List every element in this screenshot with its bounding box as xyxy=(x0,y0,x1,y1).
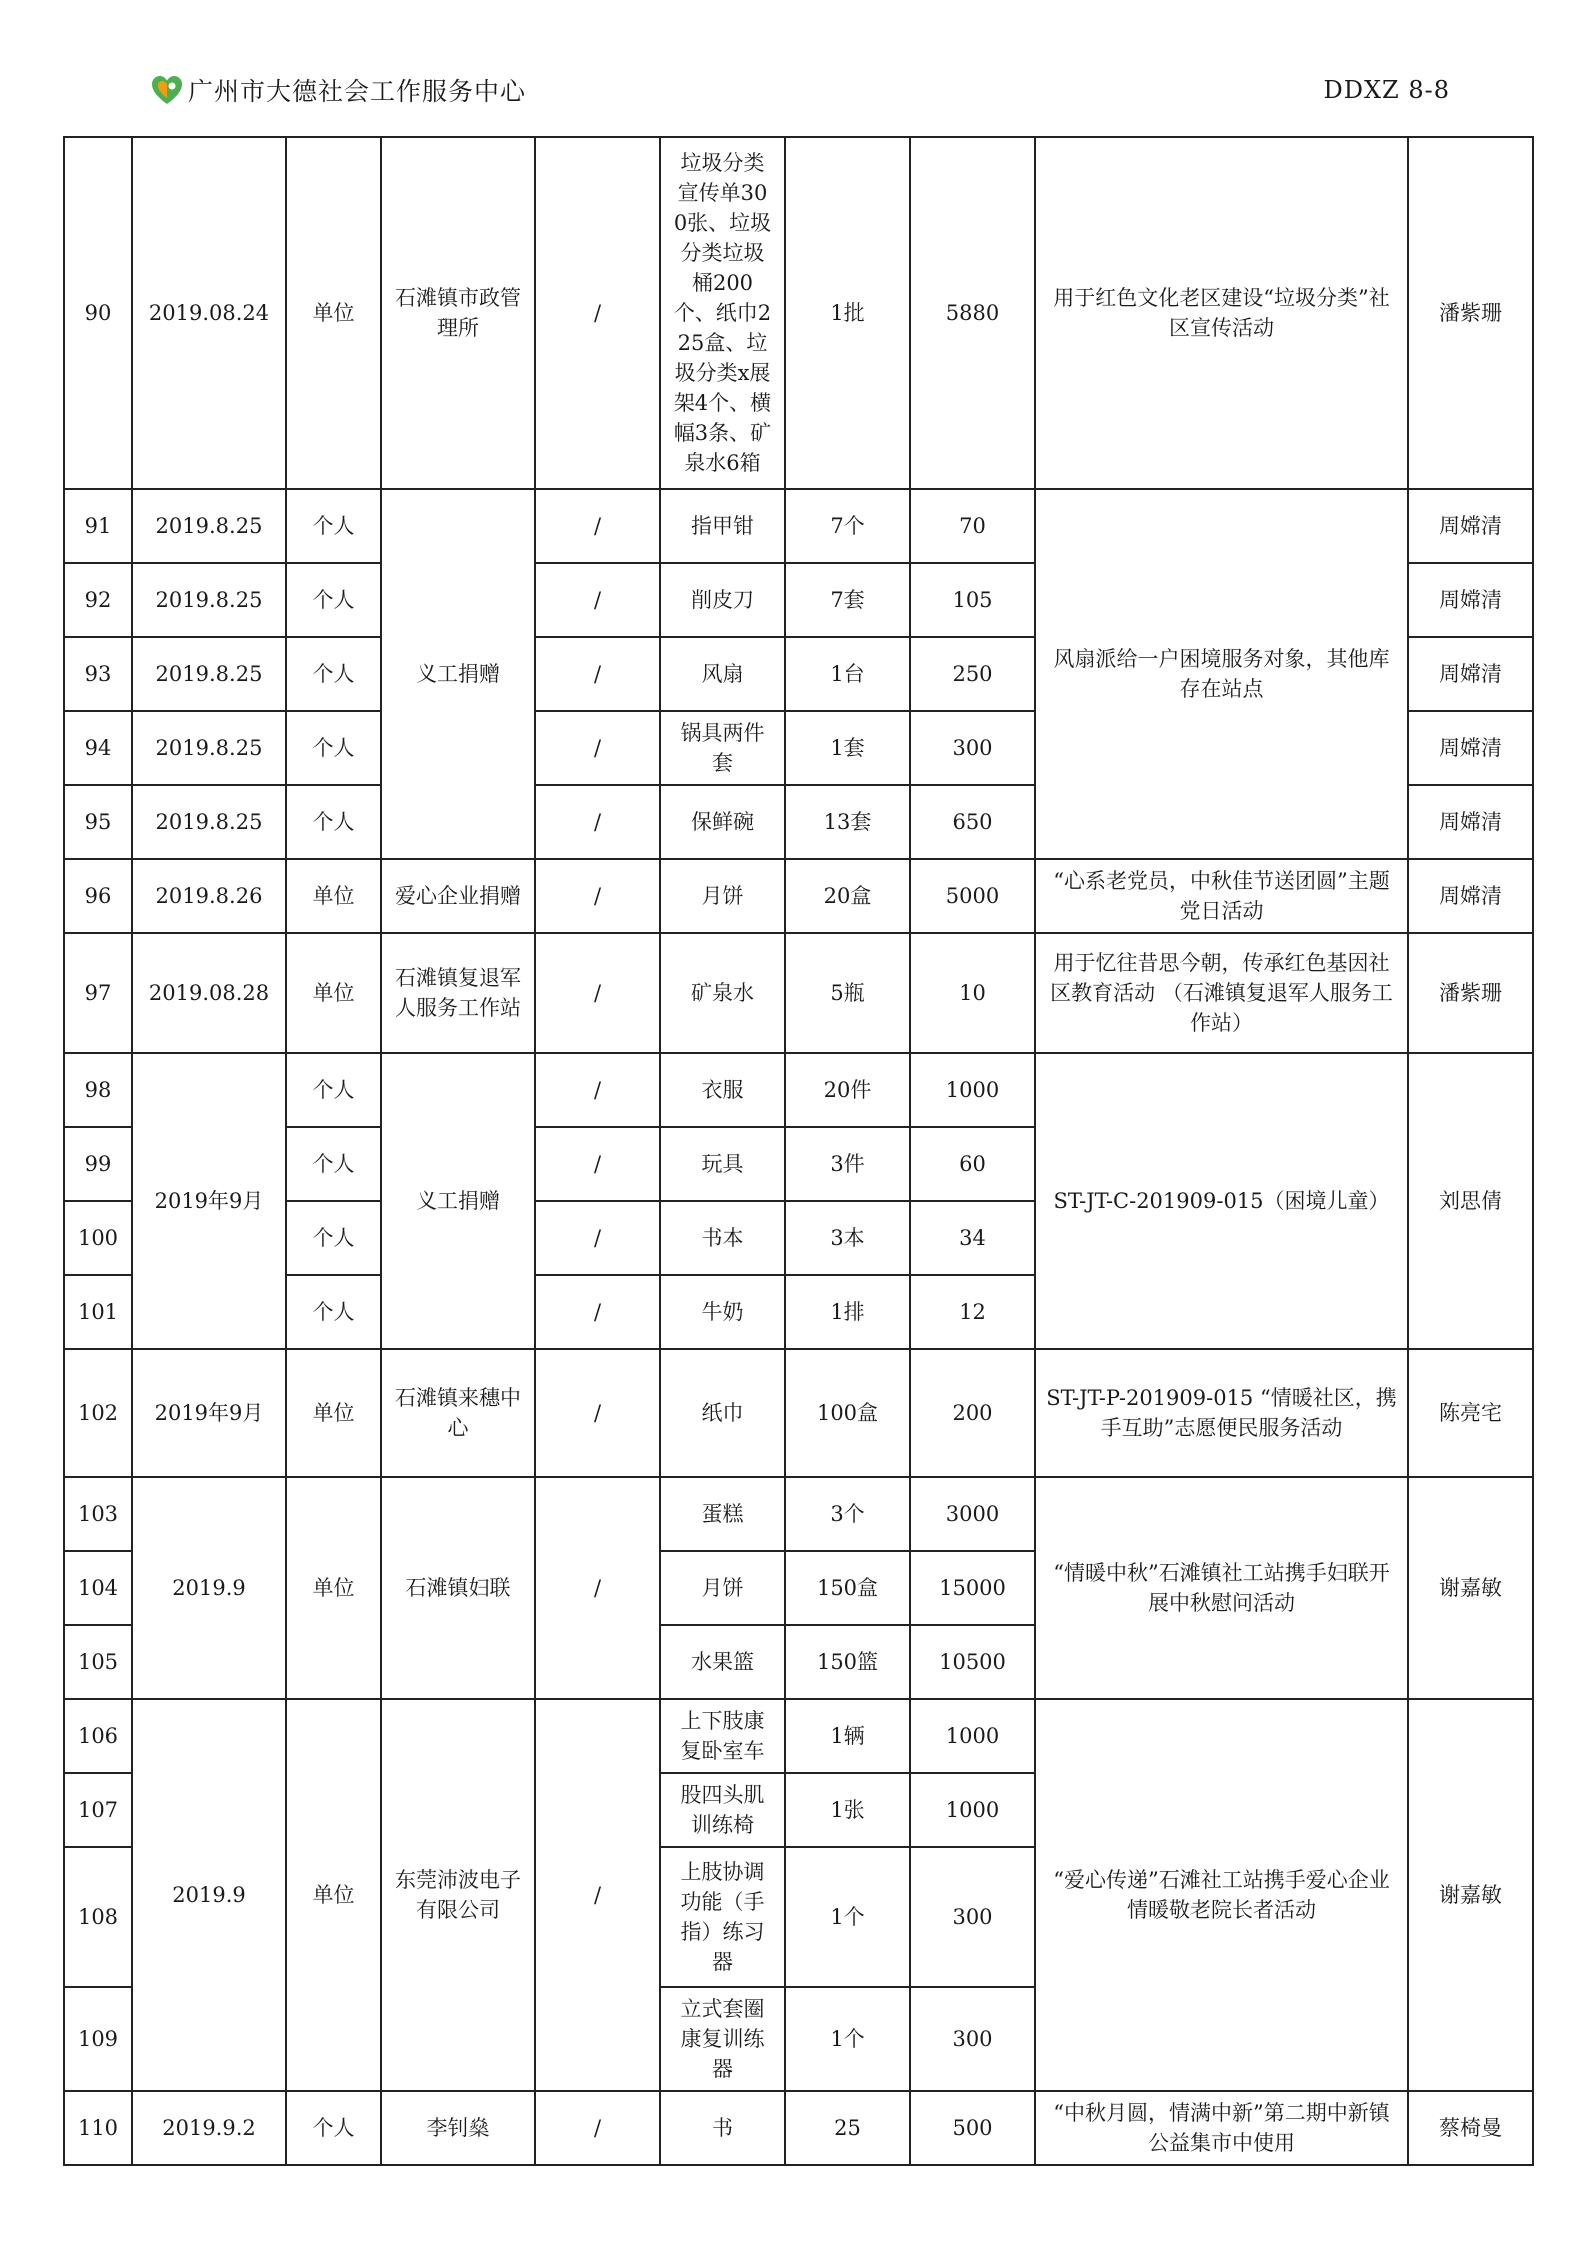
quantity: 1张 xyxy=(785,1773,910,1847)
handler: 周嫦清 xyxy=(1408,637,1533,711)
donated-item: 纸巾 xyxy=(660,1349,785,1477)
donation-date: 2019.8.25 xyxy=(132,785,286,859)
slash-cell: / xyxy=(535,1275,660,1349)
row-number: 94 xyxy=(64,711,132,785)
slash-cell: / xyxy=(535,1127,660,1201)
slash-cell: / xyxy=(535,1477,660,1699)
donor-type: 单位 xyxy=(286,1477,381,1699)
donor-type: 个人 xyxy=(286,785,381,859)
purpose: “心系老党员，中秋佳节送团圆”主题党日活动 xyxy=(1035,859,1408,933)
quantity: 25 xyxy=(785,2091,910,2165)
quantity: 100盒 xyxy=(785,1349,910,1477)
handler: 周嫦清 xyxy=(1408,711,1533,785)
donated-item: 削皮刀 xyxy=(660,563,785,637)
handler: 周嫦清 xyxy=(1408,563,1533,637)
donor-type: 个人 xyxy=(286,1127,381,1201)
value: 15000 xyxy=(910,1551,1035,1625)
slash-cell: / xyxy=(535,859,660,933)
value: 650 xyxy=(910,785,1035,859)
row-number: 90 xyxy=(64,137,132,489)
donated-item: 矿泉水 xyxy=(660,933,785,1053)
donated-item: 锅具两件套 xyxy=(660,711,785,785)
slash-cell: / xyxy=(535,489,660,563)
value: 300 xyxy=(910,1847,1035,1987)
row-number: 110 xyxy=(64,2091,132,2165)
donated-item: 书本 xyxy=(660,1201,785,1275)
quantity: 1台 xyxy=(785,637,910,711)
donated-item: 水果篮 xyxy=(660,1625,785,1699)
donor-type: 个人 xyxy=(286,1201,381,1275)
slash-cell: / xyxy=(535,563,660,637)
donation-date: 2019.08.28 xyxy=(132,933,286,1053)
slash-cell: / xyxy=(535,1053,660,1127)
donation-ledger-table xyxy=(63,136,1534,2166)
row-number: 92 xyxy=(64,563,132,637)
value: 1000 xyxy=(910,1699,1035,1773)
slash-cell: / xyxy=(535,1699,660,2091)
quantity: 3件 xyxy=(785,1127,910,1201)
donor-type: 单位 xyxy=(286,137,381,489)
table-row xyxy=(64,137,1533,489)
value: 1000 xyxy=(910,1053,1035,1127)
handler: 谢嘉敏 xyxy=(1408,1477,1533,1699)
quantity: 1辆 xyxy=(785,1699,910,1773)
quantity: 1个 xyxy=(785,1847,910,1987)
value: 70 xyxy=(910,489,1035,563)
donation-date: 2019年9月 xyxy=(132,1349,286,1477)
table-row xyxy=(64,1699,1533,1773)
handler: 陈亮宅 xyxy=(1408,1349,1533,1477)
organization-name: 广州市大德社会工作服务中心 xyxy=(188,77,527,106)
donated-item: 书 xyxy=(660,2091,785,2165)
donated-item: 月饼 xyxy=(660,859,785,933)
value: 12 xyxy=(910,1275,1035,1349)
purpose: “情暖中秋”石滩镇社工站携手妇联开展中秋慰问活动 xyxy=(1035,1477,1408,1699)
donated-item: 立式套圈康复训练器 xyxy=(660,1987,785,2091)
donated-item: 风扇 xyxy=(660,637,785,711)
handler: 周嫦清 xyxy=(1408,859,1533,933)
value: 500 xyxy=(910,2091,1035,2165)
value: 10500 xyxy=(910,1625,1035,1699)
page-header xyxy=(150,72,1450,112)
donor-name: 爱心企业捐赠 xyxy=(381,859,535,933)
table-row xyxy=(64,1477,1533,1551)
donor-type: 单位 xyxy=(286,859,381,933)
handler: 刘思倩 xyxy=(1408,1053,1533,1349)
donor-type: 个人 xyxy=(286,637,381,711)
purpose: “爱心传递”石滩社工站携手爱心企业情暖敬老院长者活动 xyxy=(1035,1699,1408,2091)
donation-date: 2019年9月 xyxy=(132,1053,286,1349)
quantity: 1排 xyxy=(785,1275,910,1349)
row-number: 99 xyxy=(64,1127,132,1201)
donated-item: 垃圾分类宣传单300张、垃圾分类垃圾桶200个、纸巾225盒、垃圾分类x展架4个、横幅3条、矿泉水6箱 xyxy=(660,137,785,489)
row-number: 93 xyxy=(64,637,132,711)
value: 5000 xyxy=(910,859,1035,933)
organization xyxy=(150,72,526,108)
row-number: 98 xyxy=(64,1053,132,1127)
handler: 周嫦清 xyxy=(1408,489,1533,563)
value: 60 xyxy=(910,1127,1035,1201)
donor-type: 个人 xyxy=(286,489,381,563)
donated-item: 指甲钳 xyxy=(660,489,785,563)
donated-item: 牛奶 xyxy=(660,1275,785,1349)
handler: 周嫦清 xyxy=(1408,785,1533,859)
donor-type: 个人 xyxy=(286,2091,381,2165)
donated-item: 上下肢康复卧室车 xyxy=(660,1699,785,1773)
quantity: 20件 xyxy=(785,1053,910,1127)
donor-name: 义工捐赠 xyxy=(381,1053,535,1349)
value: 1000 xyxy=(910,1773,1035,1847)
table-row xyxy=(64,1349,1533,1477)
value: 10 xyxy=(910,933,1035,1053)
slash-cell: / xyxy=(535,2091,660,2165)
handler: 谢嘉敏 xyxy=(1408,1699,1533,2091)
purpose: 用于红色文化老区建设“垃圾分类”社区宣传活动 xyxy=(1035,137,1408,489)
donation-date: 2019.8.26 xyxy=(132,859,286,933)
donated-item: 股四头肌训练椅 xyxy=(660,1773,785,1847)
quantity: 1个 xyxy=(785,1987,910,2091)
value: 200 xyxy=(910,1349,1035,1477)
row-number: 102 xyxy=(64,1349,132,1477)
donated-item: 衣服 xyxy=(660,1053,785,1127)
quantity: 3个 xyxy=(785,1477,910,1551)
value: 300 xyxy=(910,1987,1035,2091)
slash-cell: / xyxy=(535,711,660,785)
table-row xyxy=(64,489,1533,563)
donation-date: 2019.9.2 xyxy=(132,2091,286,2165)
handler: 潘紫珊 xyxy=(1408,137,1533,489)
table-row xyxy=(64,2091,1533,2165)
handler: 潘紫珊 xyxy=(1408,933,1533,1053)
table-row xyxy=(64,1053,1533,1127)
donated-item: 保鲜碗 xyxy=(660,785,785,859)
row-number: 91 xyxy=(64,489,132,563)
quantity: 3本 xyxy=(785,1201,910,1275)
table-row xyxy=(64,933,1533,1053)
quantity: 1套 xyxy=(785,711,910,785)
donor-name: 石滩镇妇联 xyxy=(381,1477,535,1699)
heart-logo-icon xyxy=(150,73,184,107)
quantity: 150篮 xyxy=(785,1625,910,1699)
row-number: 100 xyxy=(64,1201,132,1275)
slash-cell: / xyxy=(535,933,660,1053)
donor-name: 东莞沛波电子有限公司 xyxy=(381,1699,535,2091)
table-row xyxy=(64,859,1533,933)
slash-cell: / xyxy=(535,1201,660,1275)
donation-date: 2019.9 xyxy=(132,1477,286,1699)
quantity: 1批 xyxy=(785,137,910,489)
purpose: ST-JT-C-201909-015（困境儿童） xyxy=(1035,1053,1408,1349)
purpose: “中秋月圆，情满中新”第二期中新镇公益集市中使用 xyxy=(1035,2091,1408,2165)
row-number: 103 xyxy=(64,1477,132,1551)
quantity: 20盒 xyxy=(785,859,910,933)
row-number: 101 xyxy=(64,1275,132,1349)
purpose: 风扇派给一户困境服务对象，其他库存在站点 xyxy=(1035,489,1408,859)
donation-date: 2019.9 xyxy=(132,1699,286,2091)
donation-date: 2019.8.25 xyxy=(132,637,286,711)
row-number: 109 xyxy=(64,1987,132,2091)
quantity: 7个 xyxy=(785,489,910,563)
donation-date: 2019.08.24 xyxy=(132,137,286,489)
donor-name: 石滩镇来穗中心 xyxy=(381,1349,535,1477)
donor-type: 单位 xyxy=(286,933,381,1053)
donor-type: 单位 xyxy=(286,1349,381,1477)
donated-item: 玩具 xyxy=(660,1127,785,1201)
quantity: 13套 xyxy=(785,785,910,859)
value: 105 xyxy=(910,563,1035,637)
quantity: 150盒 xyxy=(785,1551,910,1625)
quantity: 5瓶 xyxy=(785,933,910,1053)
slash-cell: / xyxy=(535,785,660,859)
donation-date: 2019.8.25 xyxy=(132,711,286,785)
value: 34 xyxy=(910,1201,1035,1275)
row-number: 107 xyxy=(64,1773,132,1847)
donor-name: 义工捐赠 xyxy=(381,489,535,859)
row-number: 108 xyxy=(64,1847,132,1987)
donor-type: 个人 xyxy=(286,711,381,785)
donation-date: 2019.8.25 xyxy=(132,563,286,637)
donated-item: 蛋糕 xyxy=(660,1477,785,1551)
donor-type: 单位 xyxy=(286,1699,381,2091)
row-number: 106 xyxy=(64,1699,132,1773)
donor-name: 李钊燊 xyxy=(381,2091,535,2165)
row-number: 105 xyxy=(64,1625,132,1699)
row-number: 104 xyxy=(64,1551,132,1625)
donor-type: 个人 xyxy=(286,1053,381,1127)
donor-name: 石滩镇市政管理所 xyxy=(381,137,535,489)
donated-item: 上肢协调功能（手指）练习器 xyxy=(660,1847,785,1987)
slash-cell: / xyxy=(535,137,660,489)
donation-date: 2019.8.25 xyxy=(132,489,286,563)
row-number: 95 xyxy=(64,785,132,859)
value: 5880 xyxy=(910,137,1035,489)
donated-item: 月饼 xyxy=(660,1551,785,1625)
donor-name: 石滩镇复退军人服务工作站 xyxy=(381,933,535,1053)
purpose: ST-JT-P-201909-015 “情暖社区，携手互助”志愿便民服务活动 xyxy=(1035,1349,1408,1477)
quantity: 7套 xyxy=(785,563,910,637)
handler: 蔡椅曼 xyxy=(1408,2091,1533,2165)
value: 3000 xyxy=(910,1477,1035,1551)
value: 250 xyxy=(910,637,1035,711)
donor-type: 个人 xyxy=(286,563,381,637)
slash-cell: / xyxy=(535,637,660,711)
slash-cell: / xyxy=(535,1349,660,1477)
row-number: 97 xyxy=(64,933,132,1053)
document-code: DDXZ 8-8 xyxy=(1323,76,1450,104)
row-number: 96 xyxy=(64,859,132,933)
purpose: 用于忆往昔思今朝，传承红色基因社区教育活动 （石滩镇复退军人服务工作站） xyxy=(1035,933,1408,1053)
donor-type: 个人 xyxy=(286,1275,381,1349)
value: 300 xyxy=(910,711,1035,785)
